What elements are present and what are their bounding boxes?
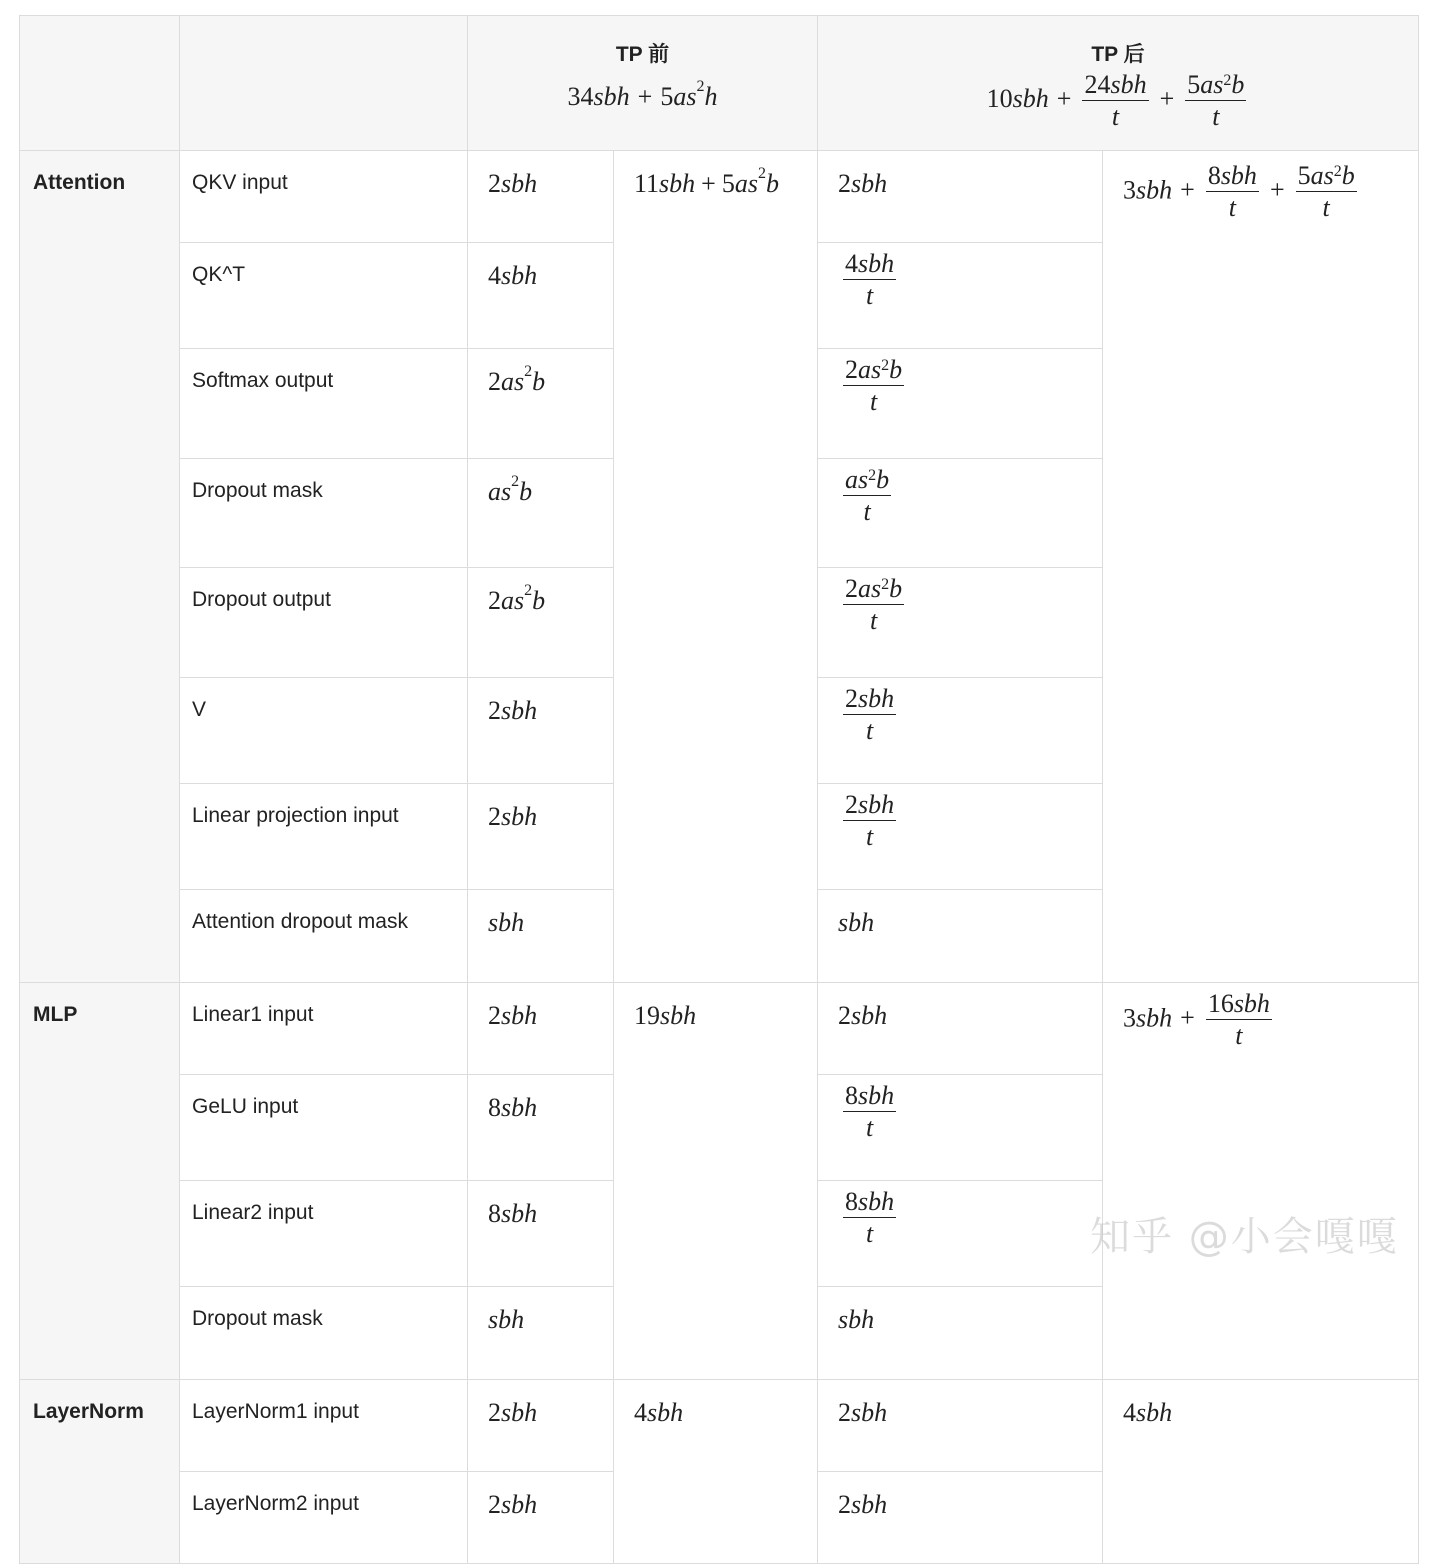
before-value: $as^2b$ [468,459,614,568]
before-value: 2sbh [468,151,614,243]
header-empty-2 [180,16,468,151]
row-label: GeLU input [180,1075,468,1181]
layernorm-total-before: 4sbh [614,1380,818,1564]
before-value: sbh [468,890,614,983]
after-value: $\frac{\text{2sbh}}{t}$ [818,784,1103,890]
section-attention: Attention [20,151,180,983]
before-value: sbh [468,1287,614,1380]
after-value: sbh [818,1287,1103,1380]
before-value: 8sbh [468,1075,614,1181]
after-value: 2sbh [818,151,1103,243]
mlp-total-before: 19sbh [614,983,818,1380]
after-value: $\frac{\text{8sbh}}{t}$ [818,1075,1103,1181]
before-value: $2as^2b$ [468,349,614,459]
before-value: 2sbh [468,1380,614,1472]
after-value: $\frac{as^2b}{t}$ [818,459,1103,568]
row-label: Linear2 input [180,1181,468,1287]
table-row [20,151,1419,243]
row-label: Linear projection input [180,784,468,890]
row-label: Attention dropout mask [180,890,468,983]
row-label: LayerNorm2 input [180,1472,468,1564]
before-value: 2sbh [468,1472,614,1564]
after-value: $\frac{2as^2b}{t}$ [818,349,1103,459]
after-value: $\frac{\text{8sbh}}{t}$ [818,1181,1103,1287]
before-value: 2sbh [468,983,614,1075]
header-after-tp [818,16,1419,151]
row-label: QK^T [180,243,468,349]
header-before-tp [468,16,818,151]
row-label: V [180,678,468,784]
attention-total-before: $11sbh + 5as^2b$ [614,151,818,983]
layernorm-total-after: 4sbh [1103,1380,1419,1564]
mlp-total-after: 3sbh + $\frac{\text{16sbh}}{t}$ [1103,983,1419,1380]
before-value: $2as^2b$ [468,568,614,678]
header-empty-1 [20,16,180,151]
before-value: 2sbh [468,784,614,890]
zhihu-watermark: 知乎 @小会嘎嘎 [1090,1214,1399,1260]
after-value: 2sbh [818,1380,1103,1472]
after-value: $\frac{\text{4sbh}}{t}$ [818,243,1103,349]
after-tp-formula: 10sbh + $\frac{\text{24sbh}}{t}$ + $\frac{5as^2b}{t}$ [986,70,1245,131]
row-label: Dropout output [180,568,468,678]
after-value: $\frac{2as^2b}{t}$ [818,568,1103,678]
after-value: 2sbh [818,983,1103,1075]
before-value: 8sbh [468,1181,614,1287]
row-label: Dropout mask [180,459,468,568]
before-value: 2sbh [468,678,614,784]
attention-total-after: 3sbh + $\frac{\text{8sbh}}{t}$ + $\frac{5as^2b}{t}$ [1103,151,1419,983]
activation-memory-table [19,15,1419,1564]
after-tp-title: TP 后 [1091,43,1145,66]
section-layernorm: LayerNorm [20,1380,180,1564]
row-label: LayerNorm1 input [180,1380,468,1472]
header-row [20,16,1419,151]
table-row [20,1380,1419,1472]
before-value: 4sbh [468,243,614,349]
after-value: $\frac{\text{2sbh}}{t}$ [818,678,1103,784]
before-tp-title: TP 前 [615,43,670,66]
section-mlp: MLP [20,983,180,1380]
table-row [20,983,1419,1075]
row-label: Linear1 input [180,983,468,1075]
after-value: sbh [818,890,1103,983]
after-value: 2sbh [818,1472,1103,1564]
row-label: Dropout mask [180,1287,468,1380]
row-label: Softmax output [180,349,468,459]
before-tp-formula: $34sbh + 5as^2h$ [567,78,718,111]
row-label: QKV input [180,151,468,243]
